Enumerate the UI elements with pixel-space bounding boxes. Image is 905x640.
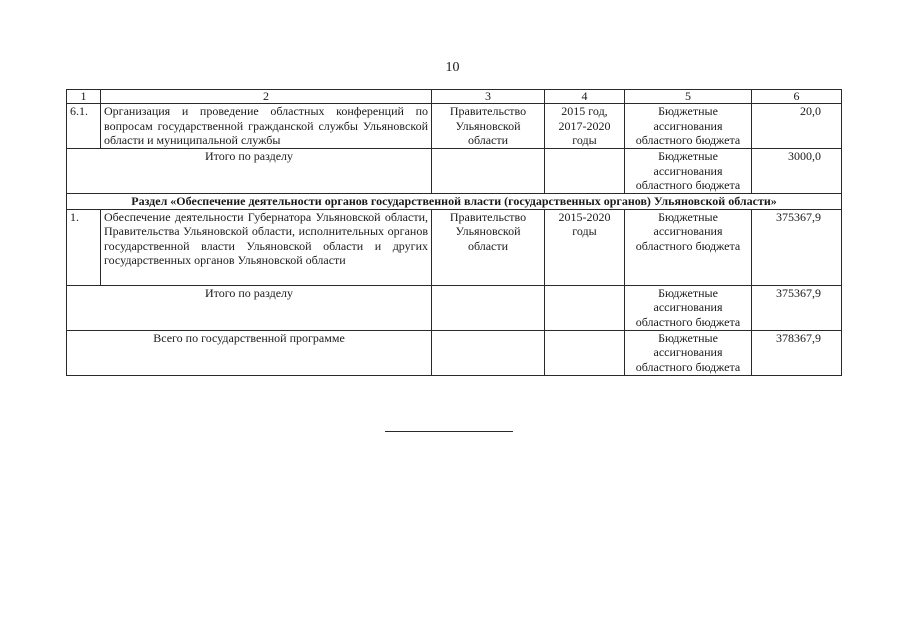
empty-cell (545, 330, 625, 375)
activity-name: Организация и проведение областных конференций по вопросам государственной гражданской службы Ульяновской области и муниципальной службы (101, 104, 432, 149)
funding-source: Бюджетные ассигнования областного бюджета (625, 285, 752, 330)
executor: Правительство Ульяновской области (432, 104, 545, 149)
amount: 3000,0 (752, 149, 842, 194)
amount: 375367,9 (752, 209, 842, 285)
program-table (66, 89, 842, 376)
period: 2015 год, 2017-2020 годы (545, 104, 625, 149)
row-number: 1. (67, 209, 101, 285)
empty-cell (545, 285, 625, 330)
table-row (67, 209, 842, 285)
section-title: Раздел «Обеспечение деятельности органов государственной власти (государственных органов) Ульяновской области» (67, 194, 842, 210)
column-header: 5 (625, 90, 752, 104)
table-row (67, 104, 842, 149)
total-row (67, 330, 842, 375)
column-header: 2 (101, 90, 432, 104)
funding-source: Бюджетные ассигнования областного бюджета (625, 209, 752, 285)
amount: 378367,9 (752, 330, 842, 375)
column-header: 1 (67, 90, 101, 104)
subtotal-row (67, 285, 842, 330)
executor: Правительство Ульяновской области (432, 209, 545, 285)
amount: 20,0 (752, 104, 842, 149)
column-header: 6 (752, 90, 842, 104)
amount: 375367,9 (752, 285, 842, 330)
funding-source: Бюджетные ассигнования областного бюджета (625, 149, 752, 194)
column-header: 3 (432, 90, 545, 104)
column-header: 4 (545, 90, 625, 104)
empty-cell (432, 149, 545, 194)
closing-divider-line (385, 431, 513, 432)
empty-cell (432, 330, 545, 375)
activity-name: Обеспечение деятельности Губернатора Ульяновской области, Правительства Ульяновской области, исполнительных органов государственной власти Ульяновской области и других государственных органов Ульяновской области (101, 209, 432, 285)
period: 2015-2020 годы (545, 209, 625, 285)
section-title-row (67, 194, 842, 210)
funding-source: Бюджетные ассигнования областного бюджета (625, 330, 752, 375)
table-header-row (67, 90, 842, 104)
subtotal-row (67, 149, 842, 194)
empty-cell (545, 149, 625, 194)
funding-source: Бюджетные ассигнования областного бюджета (625, 104, 752, 149)
row-number: 6.1. (67, 104, 101, 149)
subtotal-label: Итого по разделу (67, 285, 432, 330)
total-label: Всего по государственной программе (67, 330, 432, 375)
page-number: 10 (445, 60, 460, 75)
subtotal-label: Итого по разделу (67, 149, 432, 194)
empty-cell (432, 285, 545, 330)
